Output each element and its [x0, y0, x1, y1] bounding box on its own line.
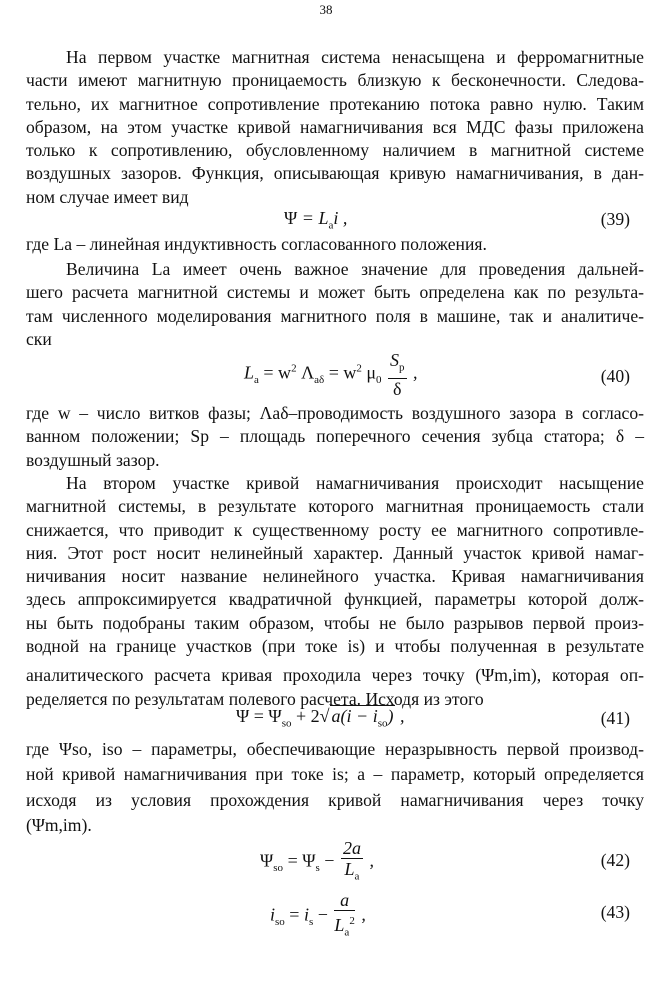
equation-39: $\Psi = L_ai$ ,	[284, 208, 348, 232]
text-line: Величина La имеет очень важное значение для проведения дальней-	[66, 259, 644, 279]
text-line: воздушный зазор.	[26, 449, 160, 470]
equation-43: $i_{so} = i_s$ − $\frac{a}{L_a^2}$ ,	[270, 890, 366, 939]
equation-40: $L_a = w^2$ $\Lambda_{a\delta} = w^2$ $\mu_0$ $\frac{S_p}{\delta}$ ,	[244, 350, 418, 399]
text-line: где Ψso, iso – параметры, обеспечивающие неразрывность первой производ-	[26, 739, 644, 759]
text-line: ны быть подобраны таким образом, чтобы не было разрывов первой произ-	[26, 612, 644, 633]
text-line: образом, на этом участке кривой намагничивания вся МДС фазы приложена	[26, 116, 644, 137]
page-number: 38	[319, 2, 333, 17]
equation-43-number: (43)	[600, 902, 630, 922]
equation-41-number: (41)	[600, 708, 630, 728]
text-line: ной кривой намагничивания при токе is; a – параметр, который определяется	[26, 764, 644, 785]
equation-40-number: (40)	[600, 366, 630, 386]
text-line: где La – линейная индуктивность согласованного положения.	[26, 234, 487, 254]
text-line: там численного моделирования магнитного поля в машине, так и аналитиче-	[26, 305, 644, 326]
paragraph-5	[26, 472, 644, 711]
text-line: аналитического расчета кривая проходила через точку (Ψm,im), которая оп-	[26, 665, 644, 686]
text-line: шего расчета магнитной системы и может быть определена как по результа-	[26, 282, 644, 303]
paragraph-4	[26, 402, 644, 472]
text-line: ничивания носит название нелинейного участка. Кривая намагничивания	[26, 566, 644, 587]
text-line: ски	[26, 328, 52, 349]
text-line: исходя из условия прохождения кривой намагничивания через точку	[26, 789, 644, 810]
text-line: воздушных зазоров. Функция, описывающая кривую намагничивания, в дан-	[26, 163, 644, 184]
text-line: снижается, что приводит к существенному росту ее магнитного сопротивле-	[26, 519, 644, 540]
text-line: ния. Этот рост носит нелинейный характер. Данный участок кривой намаг-	[26, 542, 644, 563]
paragraph-2	[26, 233, 644, 256]
equation-42-number: (42)	[600, 850, 630, 870]
text-line: На первом участке магнитная система ненасыщена и ферромагнитные	[66, 47, 644, 67]
text-line: водной на границе участков (при токе is) и чтобы полученная в результате	[26, 636, 644, 657]
text-line: части имеют магнитную проницаемость близкую к бесконечности. Следова-	[26, 70, 644, 91]
paragraph-1	[26, 46, 644, 209]
text-line: где w – число витков фазы; Λaδ–проводимость воздушного зазора в согласо-	[26, 403, 644, 423]
paragraph-3	[26, 258, 644, 351]
text-line: тельно, их магнитное сопротивление протеканию потока равно нулю. Таким	[26, 93, 644, 114]
text-line: (Ψm,im).	[26, 814, 92, 835]
text-line: На втором участке кривой намагничивания происходит насыщение	[66, 473, 644, 493]
text-line: ределяется по результатам полевого расчета. Исходя из этого	[26, 688, 484, 709]
text-line: ванном положении; Sp – площадь поперечного сечения зубца статора; δ –	[26, 426, 644, 447]
equation-39-number: (39)	[600, 209, 630, 229]
text-line: только к сопротивлению, обусловленному наличием в магнитной системе	[26, 140, 644, 161]
equation-41: $\Psi = \Psi_{so} + 2√$ $a(i - i_{so})$ ,	[236, 706, 405, 730]
text-line: здесь аппроксимируется квадратичной функцией, параметры которой долж-	[26, 589, 644, 610]
equation-42: $\Psi_{so} = \Psi_s$ − $\frac{2a}{L_a}$ ,	[260, 838, 374, 883]
text-line: ном случае имеет вид	[26, 186, 189, 207]
paragraph-6	[26, 738, 644, 837]
text-line: магнитной системы, в результате которого магнитная проницаемость стали	[26, 496, 644, 517]
